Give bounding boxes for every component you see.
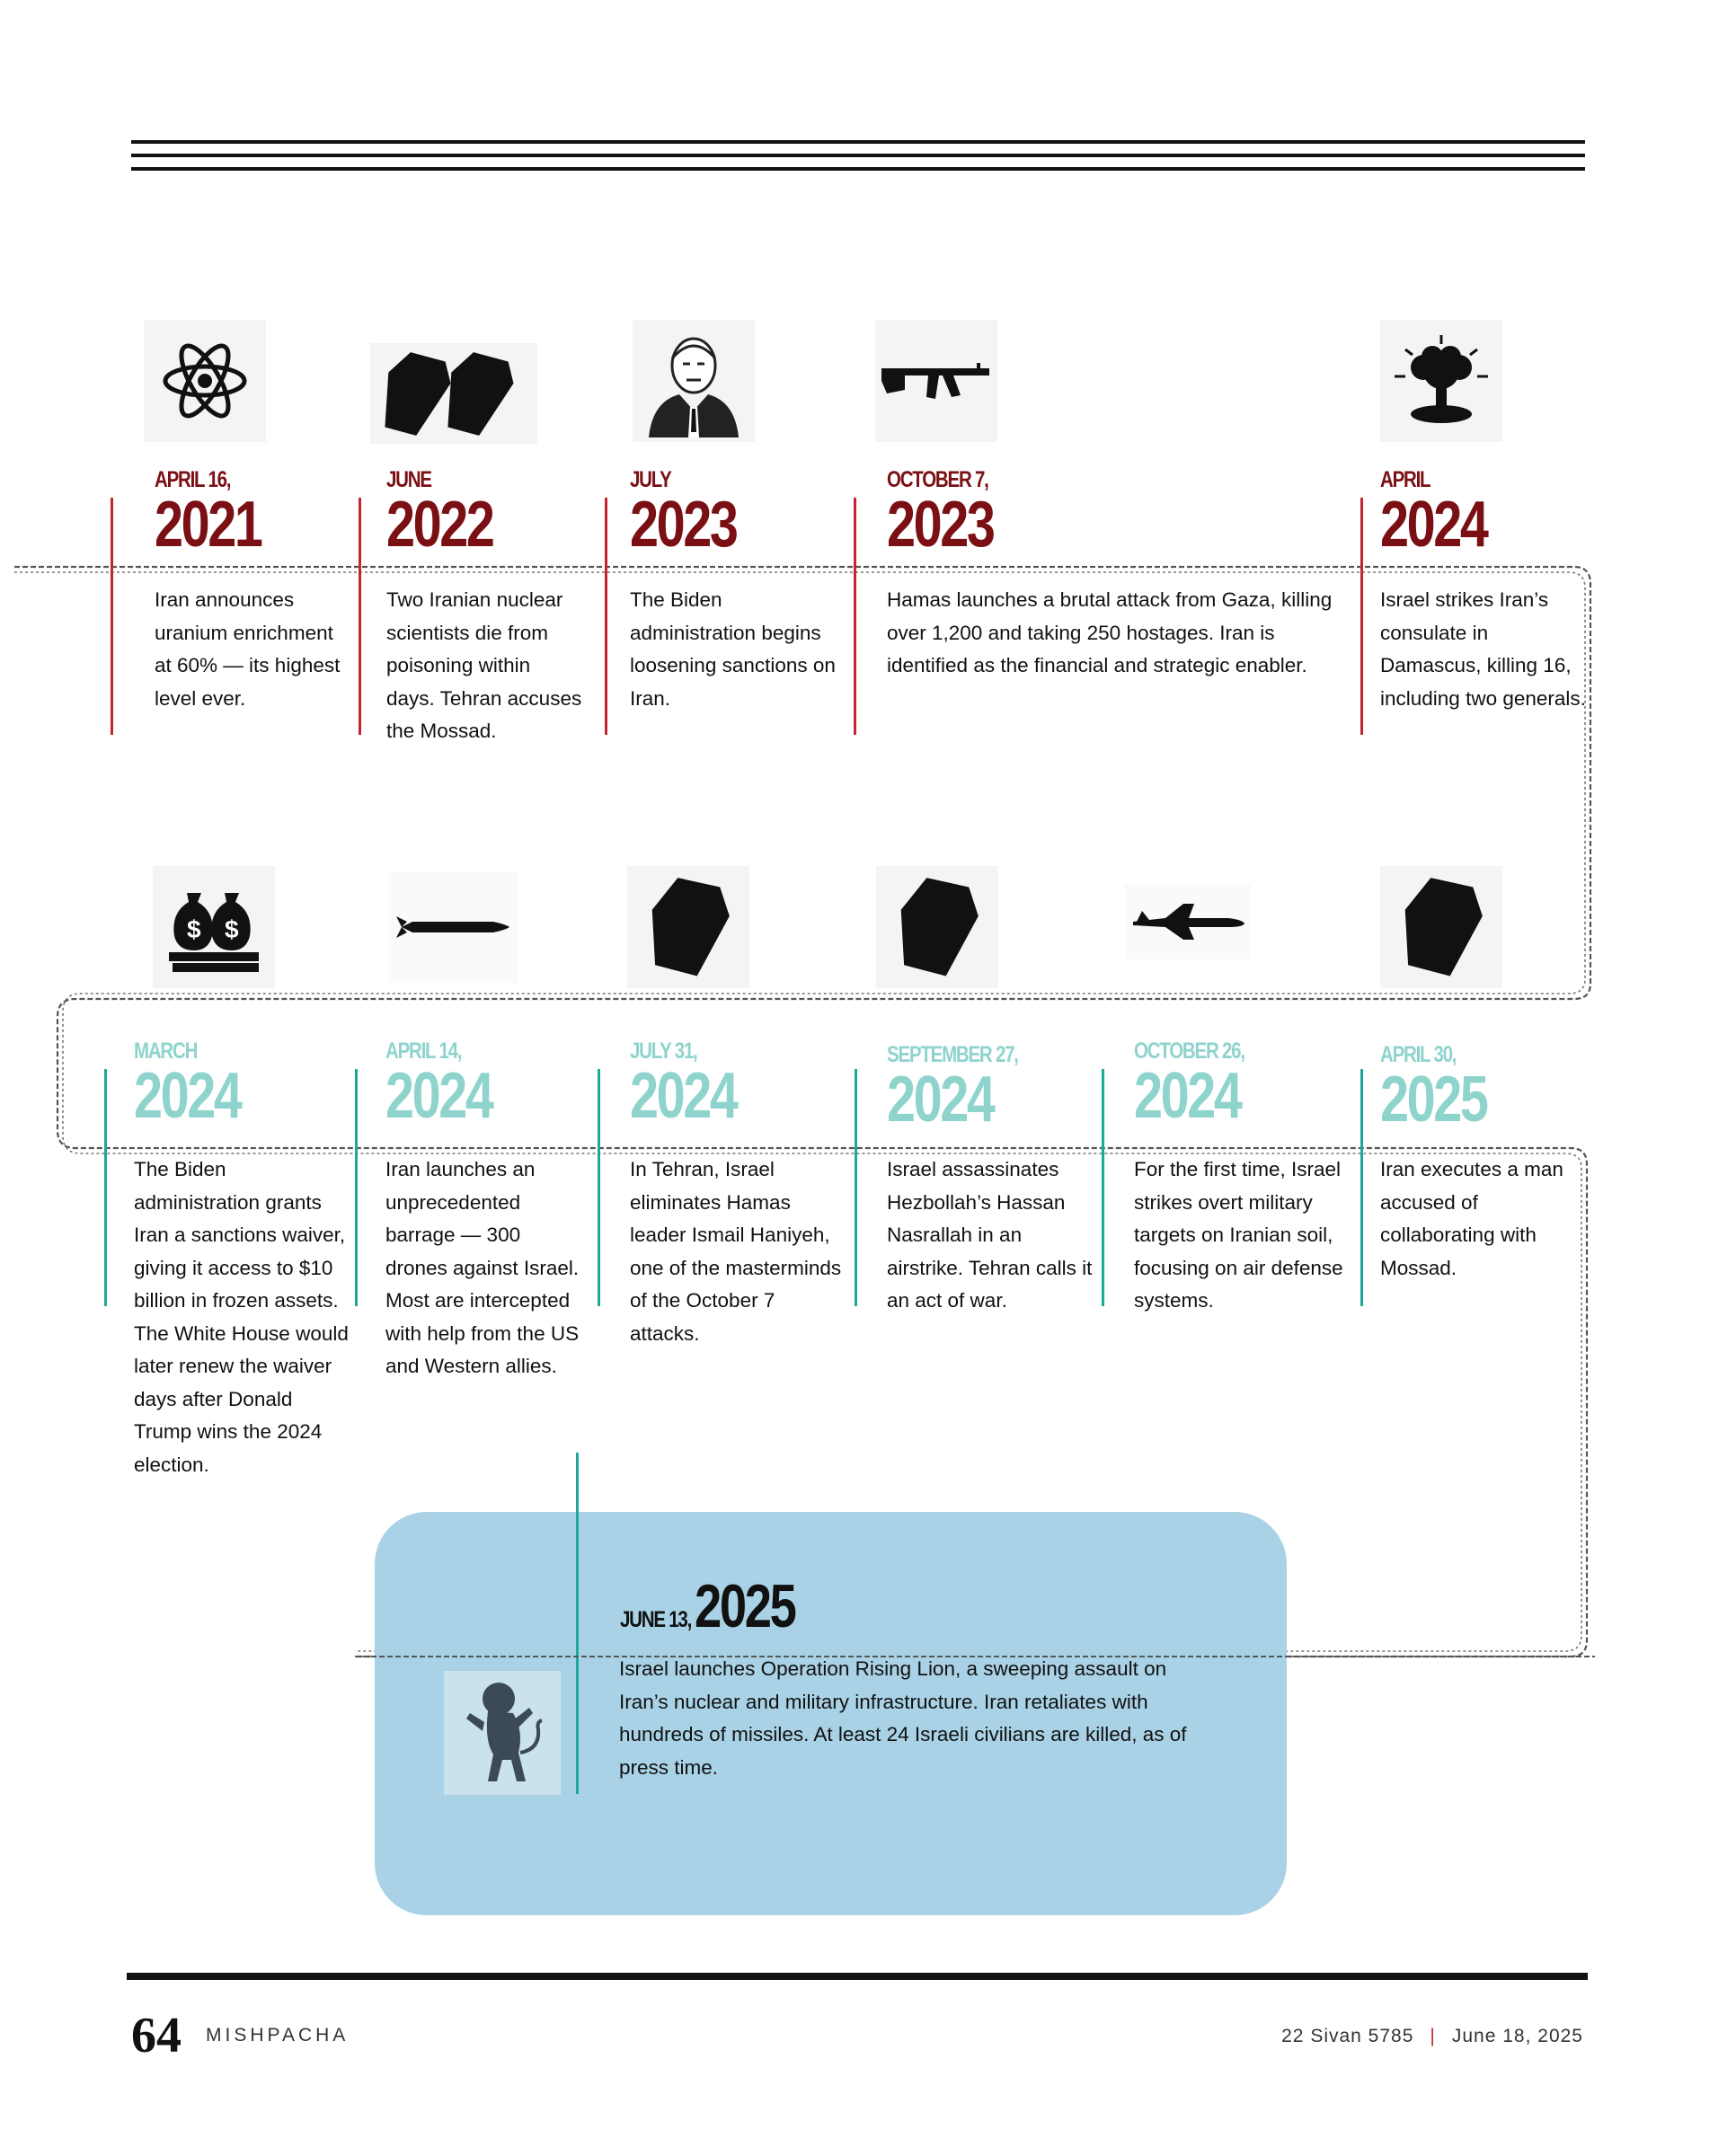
svg-text:$: $ — [187, 915, 201, 943]
event-month: SEPTEMBER 27, — [887, 1042, 1018, 1067]
hebrew-date: 22 Sivan 5785 — [1281, 2026, 1414, 2046]
event-year: 2024 — [134, 1060, 241, 1132]
event-description: Israel assassinates Hezbollah’s Hassan Nasrallah in an airstrike. Tehran calls it an act of war. — [887, 1158, 1093, 1312]
footer-rule — [127, 1973, 1588, 1980]
event-description: Hamas launches a brutal attack from Gaza, killing over 1,200 and taking 250 hostages. Iran is identified as the financial and strategic enabler. — [887, 588, 1333, 676]
event-marker-line — [359, 498, 361, 735]
event-month: OCTOBER 7, — [887, 467, 988, 492]
gregorian-date: June 18, 2025 — [1451, 2026, 1583, 2046]
timeline-event-july-2023 — [630, 467, 846, 715]
biden-portrait-icon — [633, 320, 755, 442]
explosion-icon — [1380, 320, 1502, 442]
event-marker-line — [1102, 1069, 1104, 1306]
lion-icon — [444, 1671, 561, 1795]
coffin-icon — [876, 866, 998, 988]
timeline-event-october-26-2024 — [1134, 1038, 1350, 1318]
timeline-event-april-2024 — [1380, 467, 1587, 715]
callout-month: JUNE 13, — [620, 1607, 692, 1632]
event-marker-line — [605, 498, 607, 735]
event-year: 2024 — [887, 1064, 994, 1135]
event-year: 2023 — [887, 489, 994, 561]
event-month: JULY 31, — [630, 1038, 697, 1064]
event-month: APRIL — [1380, 467, 1430, 492]
event-description: The Biden administration begins loosening sanctions on Iran. — [630, 588, 836, 710]
event-description: Iran announces uranium enrichment at 60% — its highest level ever. — [155, 588, 341, 710]
fighter-jet-icon — [1125, 884, 1251, 959]
timeline-event-april-30-2025 — [1380, 1042, 1587, 1285]
event-description: In Tehran, Israel eliminates Hamas leader Ismail Haniyeh, one of the masterminds of the October 7 attacks. — [630, 1158, 842, 1345]
event-description: Two Iranian nuclear scientists die from poisoning within days. Tehran accuses the Mossad. — [386, 588, 582, 742]
svg-text:$: $ — [225, 915, 239, 943]
callout-date — [620, 1574, 819, 1639]
coffins-icon — [370, 343, 537, 444]
date-separator: | — [1430, 2026, 1436, 2046]
event-marker-line — [1360, 1069, 1363, 1306]
event-description: Iran executes a man accused of collaborating with Mossad. — [1380, 1158, 1563, 1279]
rifle-icon — [875, 320, 997, 442]
event-month: MARCH — [134, 1038, 198, 1064]
timeline-event-march-2024 — [134, 1038, 350, 1481]
callout-year: 2025 — [694, 1572, 795, 1640]
coffin-icon — [1380, 866, 1502, 988]
timeline-event-april-14-2024 — [385, 1038, 583, 1383]
timeline-event-july-31-2024 — [630, 1038, 846, 1350]
event-year: 2024 — [385, 1060, 492, 1132]
callout-marker-line — [576, 1453, 579, 1794]
event-description: Iran launches an unprecedented barrage — 300 drones against Israel. Most are intercepted with help from the US and Western allies. — [385, 1158, 580, 1377]
event-month: OCTOBER 26, — [1134, 1038, 1244, 1064]
event-description: The Biden administration grants Iran a sanctions waiver, giving it access to $10 billion in frozen assets. The White House would later renew the waiver days after Donald Trump wins the 2024 election. — [134, 1158, 349, 1476]
event-marker-line — [854, 498, 856, 735]
event-marker-line — [1360, 498, 1363, 735]
event-description: Israel strikes Iran’s consulate in Damascus, killing 16, including two generals. — [1380, 588, 1586, 710]
event-marker-line — [111, 498, 113, 735]
page-number: 64 — [131, 2008, 182, 2063]
callout-description: Israel launches Operation Rising Lion, a sweeping assault on Iran’s nuclear and military infrastructure. Iran retaliates with hundreds of missiles. At least 24 Israeli civilians are killed, as of press time. — [619, 1657, 1187, 1779]
timeline-event-june-2022 — [386, 467, 584, 748]
event-marker-line — [855, 1069, 857, 1306]
event-month: JUNE — [386, 467, 431, 492]
event-marker-line — [598, 1069, 600, 1306]
event-year: 2021 — [155, 489, 261, 561]
event-month: JULY — [630, 467, 671, 492]
money-bags-icon — [153, 866, 275, 988]
event-description: For the first time, Israel strikes overt military targets on Iranian soil, focusing on air defense systems. — [1134, 1158, 1343, 1312]
timeline-event-september-2024 — [887, 1042, 1103, 1318]
event-year: 2024 — [1380, 489, 1487, 561]
event-month: APRIL 16, — [155, 467, 231, 492]
event-year: 2025 — [1380, 1064, 1487, 1135]
timeline-event-october-2023 — [887, 467, 1336, 683]
timeline-event-april-2021 — [155, 467, 352, 715]
event-marker-line — [104, 1069, 107, 1306]
event-month: APRIL 14, — [385, 1038, 462, 1064]
coffin-icon — [627, 866, 749, 988]
atom-icon — [144, 320, 266, 442]
event-year: 2024 — [630, 1060, 737, 1132]
missile-icon — [388, 871, 518, 983]
event-month: APRIL 30, — [1380, 1042, 1457, 1067]
issue-date — [1281, 2026, 1583, 2047]
event-marker-line — [355, 1069, 358, 1306]
event-year: 2024 — [1134, 1060, 1241, 1132]
event-year: 2022 — [386, 489, 493, 561]
magazine-name: MISHPACHA — [206, 2025, 350, 2046]
event-year: 2023 — [630, 489, 737, 561]
